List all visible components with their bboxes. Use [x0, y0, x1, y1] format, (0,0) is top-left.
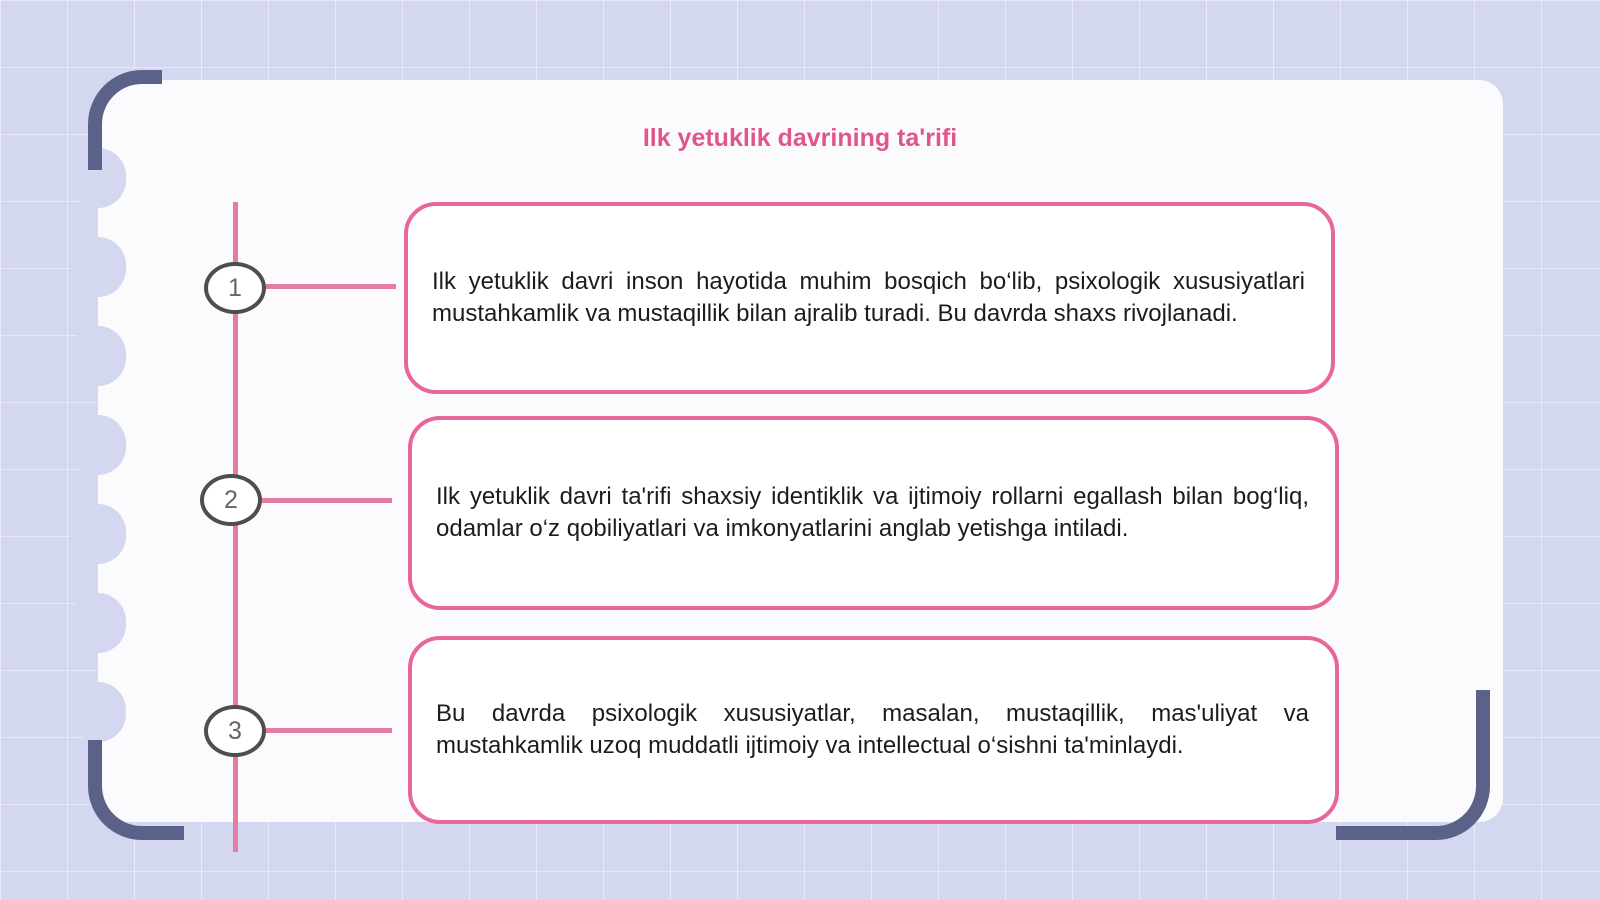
sheet-notch	[70, 504, 126, 564]
step-card-3	[408, 636, 1339, 824]
step-text-3: Bu davrda psixologik xususiyatlar, masalan, mustaqillik, mas'uliyat va mustahkamlik uzoq muddatli ijtimoiy va intellectual o‘sishni ta'minlaydi.	[436, 700, 1309, 759]
step-number-3: 3	[204, 705, 266, 757]
sheet-notch	[70, 593, 126, 653]
timeline-connector	[266, 284, 396, 289]
step-card-2	[408, 416, 1339, 610]
step-text-2: Ilk yetuklik davri ta'rifi shaxsiy identiklik va ijtimoiy rollarni egallash bilan bog‘liq, odamlar o‘z qobiliyatlari va imkonyatlarini anglab yetishga intiladi.	[436, 483, 1309, 542]
step-text-1: Ilk yetuklik davri inson hayotida muhim bosqich bo‘lib, psixologik xususiyatlari mustahkamlik va mustaqillik bilan ajralib turadi. Bu davrda shaxs rivojlanadi.	[432, 268, 1305, 327]
corner-bracket-bottom-right	[1336, 690, 1490, 840]
step-number-2: 2	[200, 474, 262, 526]
slide-title: Ilk yetuklik davrining ta'rifi	[642, 124, 958, 152]
sheet-notch	[70, 415, 126, 475]
sheet-notch	[70, 326, 126, 386]
sheet-notch	[70, 682, 126, 742]
corner-bracket-bottom-left	[88, 740, 184, 840]
step-card-1	[404, 202, 1335, 394]
timeline-connector	[266, 728, 392, 733]
timeline-connector	[262, 498, 392, 503]
corner-bracket-top-left	[88, 70, 162, 170]
sheet-notch	[70, 237, 126, 297]
step-number-1: 1	[204, 262, 266, 314]
